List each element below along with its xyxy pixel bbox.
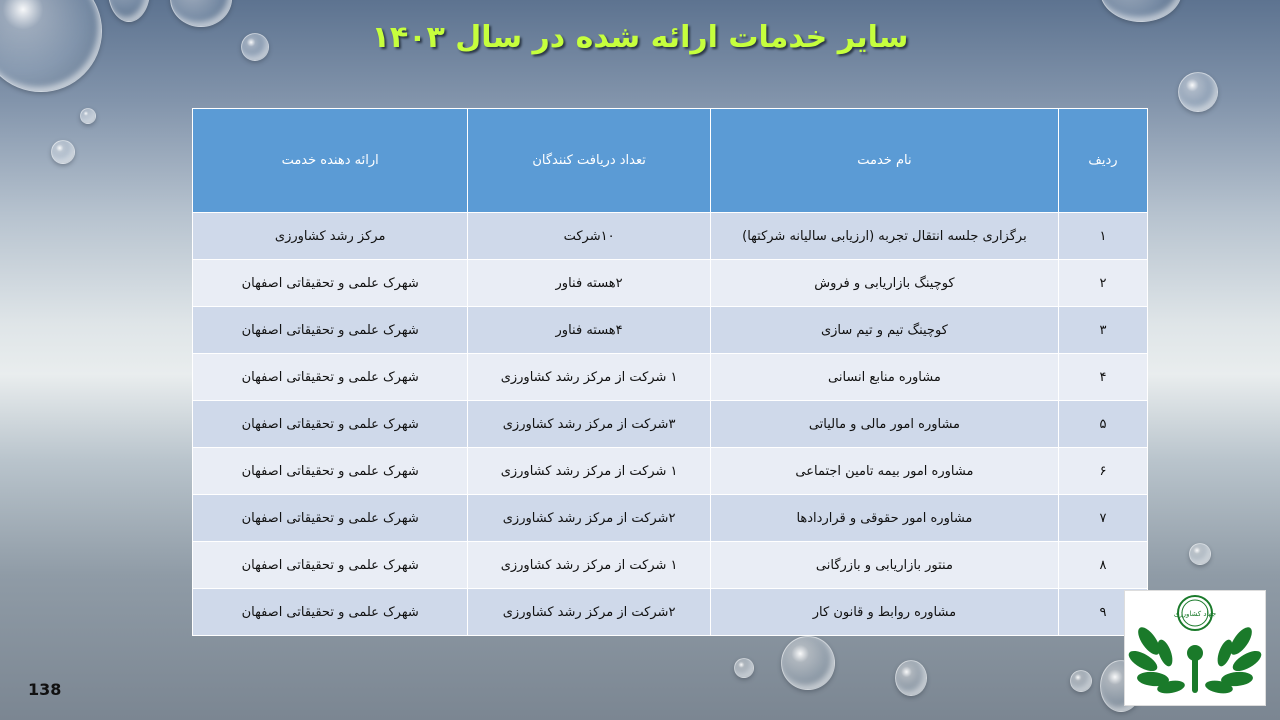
- cell-service-name: مشاوره روابط و قانون کار: [710, 589, 1058, 636]
- cell-index: ۷: [1058, 495, 1147, 542]
- cell-service-name: مشاوره امور مالی و مالیاتی: [710, 401, 1058, 448]
- cell-recipients-count: ۱ شرکت از مرکز رشد کشاورزی: [468, 542, 711, 589]
- water-drop-decoration: [1070, 670, 1092, 692]
- logo-text: جهاد کشاورزی: [1173, 610, 1217, 618]
- table-header-row: [193, 109, 1148, 213]
- logo-icon: [1125, 591, 1265, 705]
- table-row: [193, 448, 1148, 495]
- cell-service-name: کوچینگ تیم و تیم سازی: [710, 307, 1058, 354]
- table-row: [193, 589, 1148, 636]
- table-row: [193, 495, 1148, 542]
- cell-service-provider: مرکز رشد کشاورزی: [193, 213, 468, 260]
- cell-service-provider: شهرک علمی و تحقیقاتی اصفهان: [193, 542, 468, 589]
- cell-index: ۶: [1058, 448, 1147, 495]
- cell-recipients-count: ۴هسته فناور: [468, 307, 711, 354]
- water-drop-decoration: [781, 636, 835, 690]
- header-index: ردیف: [1058, 109, 1147, 213]
- water-drop-decoration: [734, 658, 754, 678]
- cell-index: ۲: [1058, 260, 1147, 307]
- table-row: [193, 542, 1148, 589]
- water-drop-decoration: [1100, 0, 1182, 22]
- slide-title: سایر خدمات ارائه شده در سال ۱۴۰۳: [371, 20, 909, 55]
- water-drop-decoration: [895, 660, 927, 696]
- cell-recipients-count: ۲شرکت از مرکز رشد کشاورزی: [468, 495, 711, 542]
- cell-recipients-count: ۱ شرکت از مرکز رشد کشاورزی: [468, 354, 711, 401]
- table-row: [193, 260, 1148, 307]
- water-drop-decoration: [108, 0, 150, 22]
- cell-index: ۴: [1058, 354, 1147, 401]
- cell-index: ۸: [1058, 542, 1147, 589]
- cell-service-name: کوچینگ بازاریابی و فروش: [710, 260, 1058, 307]
- cell-service-provider: شهرک علمی و تحقیقاتی اصفهان: [193, 495, 468, 542]
- services-table-container: [192, 108, 1148, 636]
- header-service-name: نام خدمت: [710, 109, 1058, 213]
- cell-service-provider: شهرک علمی و تحقیقاتی اصفهان: [193, 401, 468, 448]
- cell-service-provider: شهرک علمی و تحقیقاتی اصفهان: [193, 260, 468, 307]
- cell-service-name: برگزاری جلسه انتقال تجربه (ارزیابی سالیانه شرکتها): [710, 213, 1058, 260]
- cell-index: ۹: [1058, 589, 1147, 636]
- cell-service-provider: شهرک علمی و تحقیقاتی اصفهان: [193, 307, 468, 354]
- cell-service-provider: شهرک علمی و تحقیقاتی اصفهان: [193, 354, 468, 401]
- water-drop-decoration: [1189, 543, 1211, 565]
- cell-service-name: مشاوره امور حقوقی و قراردادها: [710, 495, 1058, 542]
- table-row: [193, 401, 1148, 448]
- table-row: [193, 354, 1148, 401]
- cell-service-name: مشاوره امور بیمه تامین اجتماعی: [710, 448, 1058, 495]
- cell-index: ۱: [1058, 213, 1147, 260]
- water-drop-decoration: [51, 140, 75, 164]
- cell-service-name: منتور بازاریابی و بازرگانی: [710, 542, 1058, 589]
- water-drop-decoration: [1178, 72, 1218, 112]
- table-row: [193, 307, 1148, 354]
- header-recipients-count: تعداد دریافت کنندگان: [468, 109, 711, 213]
- cell-recipients-count: ۳شرکت از مرکز رشد کشاورزی: [468, 401, 711, 448]
- table-row: [193, 213, 1148, 260]
- cell-recipients-count: ۱۰شرکت: [468, 213, 711, 260]
- cell-service-name: مشاوره منابع انسانی: [710, 354, 1058, 401]
- cell-recipients-count: ۲شرکت از مرکز رشد کشاورزی: [468, 589, 711, 636]
- cell-index: ۳: [1058, 307, 1147, 354]
- cell-service-provider: شهرک علمی و تحقیقاتی اصفهان: [193, 448, 468, 495]
- cell-service-provider: شهرک علمی و تحقیقاتی اصفهان: [193, 589, 468, 636]
- header-service-provider: ارائه دهنده خدمت: [193, 109, 468, 213]
- jihad-keshavarzi-logo: [1124, 590, 1266, 706]
- page-number: 138: [28, 680, 62, 699]
- cell-recipients-count: ۲هسته فناور: [468, 260, 711, 307]
- water-drop-decoration: [80, 108, 96, 124]
- services-table: [192, 108, 1148, 636]
- cell-index: ۵: [1058, 401, 1147, 448]
- cell-recipients-count: ۱ شرکت از مرکز رشد کشاورزی: [468, 448, 711, 495]
